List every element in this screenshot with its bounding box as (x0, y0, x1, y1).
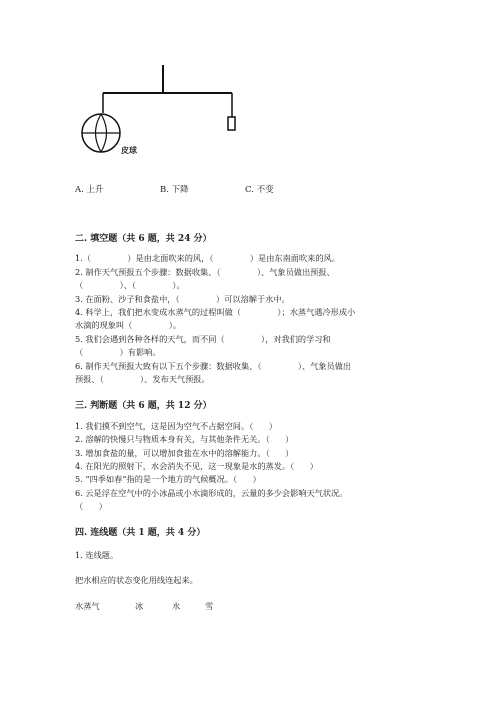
judge-line: （ ） (75, 501, 107, 511)
section-2-title: 二. 填空题（共 6 题，共 24 分） (75, 234, 212, 244)
instruction-text: 把水相应的状态变化用线连起来。 (75, 575, 198, 585)
fill-line: 4. 科学上，我们把水变成水蒸气的过程叫做（ ）；水蒸气遇冷形成小 (75, 307, 356, 317)
fill-line: 2. 制作天气预报五个步骤：数据收集、（ ）、气象员做出预报、 (75, 267, 335, 277)
section-4-title: 四. 连线题（共 1 题，共 4 分） (75, 528, 206, 538)
state-item: 水 (172, 601, 181, 611)
fill-line: （ ）有影响。 (75, 347, 161, 357)
judge-line: 1. 我们摸不到空气，这是因为空气不占据空间。（ ） (75, 421, 278, 431)
state-item: 冰 (135, 601, 144, 611)
judge-line: 6. 云是浮在空气中的小冰晶或小水滴形成的，云量的多少会影响天气状况。 (75, 488, 348, 498)
fill-line: 1.（ ）是由北面吹来的风，（ ）是由东南面吹来的风。 (75, 253, 340, 263)
fill-line: （ ）、（ ）。 (75, 280, 185, 290)
state-item: 雪 (205, 601, 214, 611)
option-b[interactable]: B. 下降 (160, 185, 189, 195)
option-c[interactable]: C. 不变 (245, 185, 274, 195)
ball-label: 皮球 (121, 146, 137, 155)
fill-line: 3. 在面粉、沙子和食盐中，（ ）可以溶解于水中。 (75, 294, 290, 304)
question-label: 1. 连线题。 (75, 550, 119, 560)
judge-line: 3. 增加食盐的量，可以增加食盐在水中的溶解能力。（ ） (75, 448, 294, 458)
fill-line: 5. 我们会遇到各种各样的天气，而不同（ ），对我们的学习和 (75, 334, 331, 344)
section-3-title: 三. 判断题（共 6 题，共 12 分） (75, 401, 212, 411)
option-a[interactable]: A. 上升 (75, 185, 104, 195)
ball-icon (82, 114, 120, 152)
fill-line: 预报、（ ）、发布天气预报。 (75, 374, 210, 384)
judge-line: 4. 在阳光的照射下，水会消失不见，这一现象是水的蒸发。（ ） (75, 461, 318, 471)
weight-block (228, 117, 235, 130)
judge-line: 5. “四季如春”指的是一个地方的气候概况。（ ） (75, 474, 261, 484)
fill-line: 水滴的现象叫（ ）。 (75, 320, 182, 330)
state-item: 水蒸气 (75, 601, 100, 611)
balance-figure (60, 55, 260, 165)
judge-line: 2. 溶解的快慢只与物质本身有关，与其他条件无关。（ ） (75, 434, 294, 444)
fill-line: 6. 制作天气预报大致有以下五个步骤：数据收集、（ ）、气象员做出 (75, 361, 352, 371)
